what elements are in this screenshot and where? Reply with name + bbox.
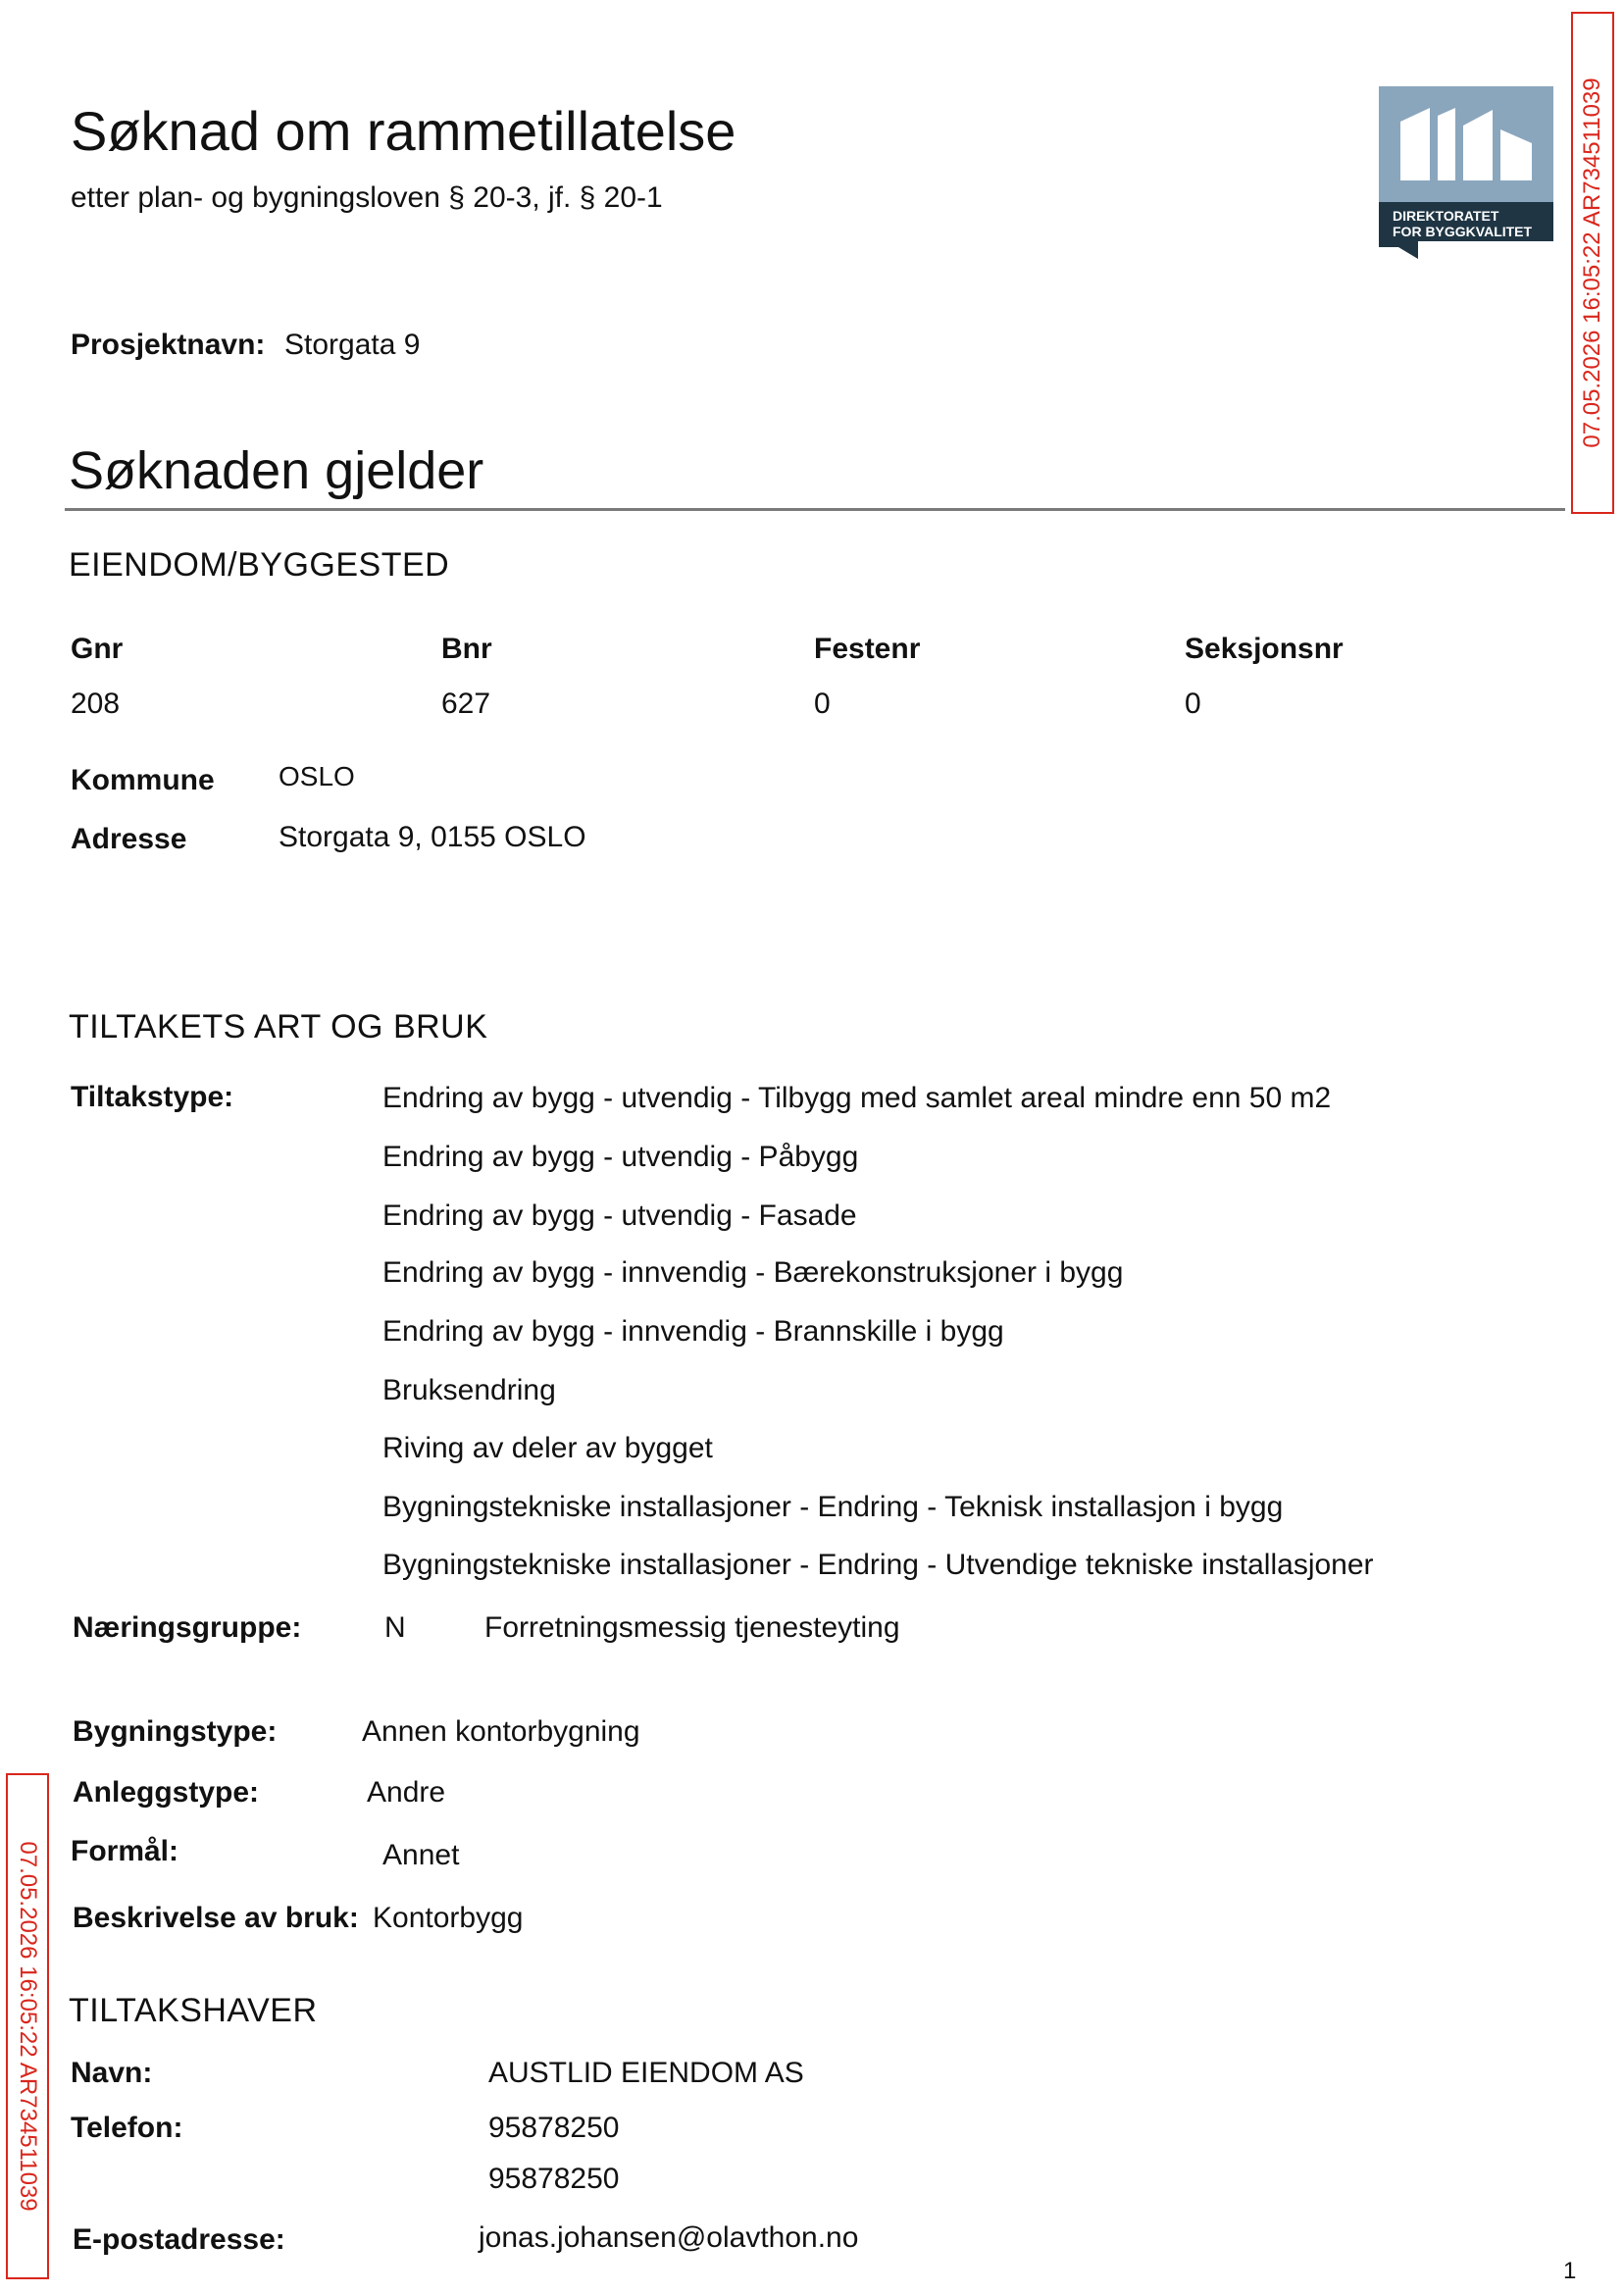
anleggstype-value: Andre [367,1776,446,1809]
stamp-top-right [1571,12,1614,514]
project-name-value: Storgata 9 [284,329,421,361]
seksjonsnr-label: Seksjonsnr [1185,633,1344,665]
tiltak-heading: TILTAKETS ART OG BRUK [69,1008,488,1045]
page-number: 1 [1563,2258,1577,2284]
bygningstype-label: Bygningstype: [73,1715,278,1748]
bygningstype-value: Annen kontorbygning [362,1715,640,1748]
section-title: Søknaden gjelder [69,441,484,500]
seksjonsnr-value: 0 [1185,688,1201,720]
document-title: Søknad om rammetillatelse [71,100,736,162]
telefon-label: Telefon: [71,2112,183,2144]
tiltakshaver-heading: TILTAKSHAVER [69,1992,318,2029]
tiltakstype-item: Bruksendring [382,1374,556,1406]
navn-label: Navn: [71,2057,153,2089]
dibk-logo [1379,86,1553,259]
bnr-value: 627 [441,688,491,720]
festenr-label: Festenr [814,633,921,665]
navn-value: AUSTLID EIENDOM AS [488,2057,804,2089]
tiltakstype-item: Bygningstekniske installasjoner - Endring - Teknisk installasjon i bygg [382,1491,1284,1523]
stamp-bottom-left [6,1773,49,2279]
section-divider [65,508,1565,511]
logo-text-line1: DIREKTORATET [1393,208,1499,224]
property-heading: EIENDOM/BYGGESTED [69,546,450,584]
gnr-value: 208 [71,688,121,720]
bnr-label: Bnr [441,633,492,665]
tiltakstype-item: Endring av bygg - utvendig - Påbygg [382,1141,859,1173]
beskrivelse-label: Beskrivelse av bruk: [73,1902,359,1934]
formal-value: Annet [382,1839,460,1871]
epost-label: E-postadresse: [73,2223,285,2256]
kommune-label: Kommune [71,764,215,796]
tiltakstype-item: Endring av bygg - innvendig - Bærekonstruksjoner i bygg [382,1256,1124,1289]
telefon-value: 95878250 [488,2112,620,2144]
festenr-value: 0 [814,688,831,720]
gnr-label: Gnr [71,633,124,665]
anleggstype-label: Anleggstype: [73,1776,260,1809]
formal-label: Formål: [71,1835,179,1867]
tiltakstype-label: Tiltakstype: [71,1081,234,1113]
epost-value: jonas.johansen@olavthon.no [479,2221,859,2254]
naeringsgruppe-label: Næringsgruppe: [73,1611,302,1644]
tiltakstype-item: Endring av bygg - utvendig - Fasade [382,1199,857,1232]
kommune-value: OSLO [279,761,355,791]
naeringsgruppe-code: N [384,1611,406,1644]
tiltakstype-item: Bygningstekniske installasjoner - Endring - Utvendige tekniske installasjoner [382,1549,1374,1581]
tiltakstype-item: Endring av bygg - utvendig - Tilbygg med samlet areal mindre enn 50 m2 [382,1082,1332,1114]
document-subtitle: etter plan- og bygningsloven § 20-3, jf. § 20-1 [71,181,663,214]
tiltakstype-item: Riving av deler av bygget [382,1432,713,1464]
adresse-value: Storgata 9, 0155 OSLO [279,821,586,853]
naeringsgruppe-value: Forretningsmessig tjenesteyting [484,1611,900,1644]
stamp-text: 07.05.2026 16:05:22 AR734511039 [1579,77,1605,448]
adresse-label: Adresse [71,823,187,855]
stamp-text: 07.05.2026 16:05:22 AR734511039 [15,1841,41,2212]
tiltakstype-item: Endring av bygg - innvendig - Brannskille i bygg [382,1315,1004,1348]
telefon-value-2: 95878250 [488,2163,620,2195]
project-name-label: Prosjektnavn: [71,329,266,361]
logo-text-line2: FOR BYGGKVALITET [1393,224,1533,239]
beskrivelse-value: Kontorbygg [373,1902,524,1934]
